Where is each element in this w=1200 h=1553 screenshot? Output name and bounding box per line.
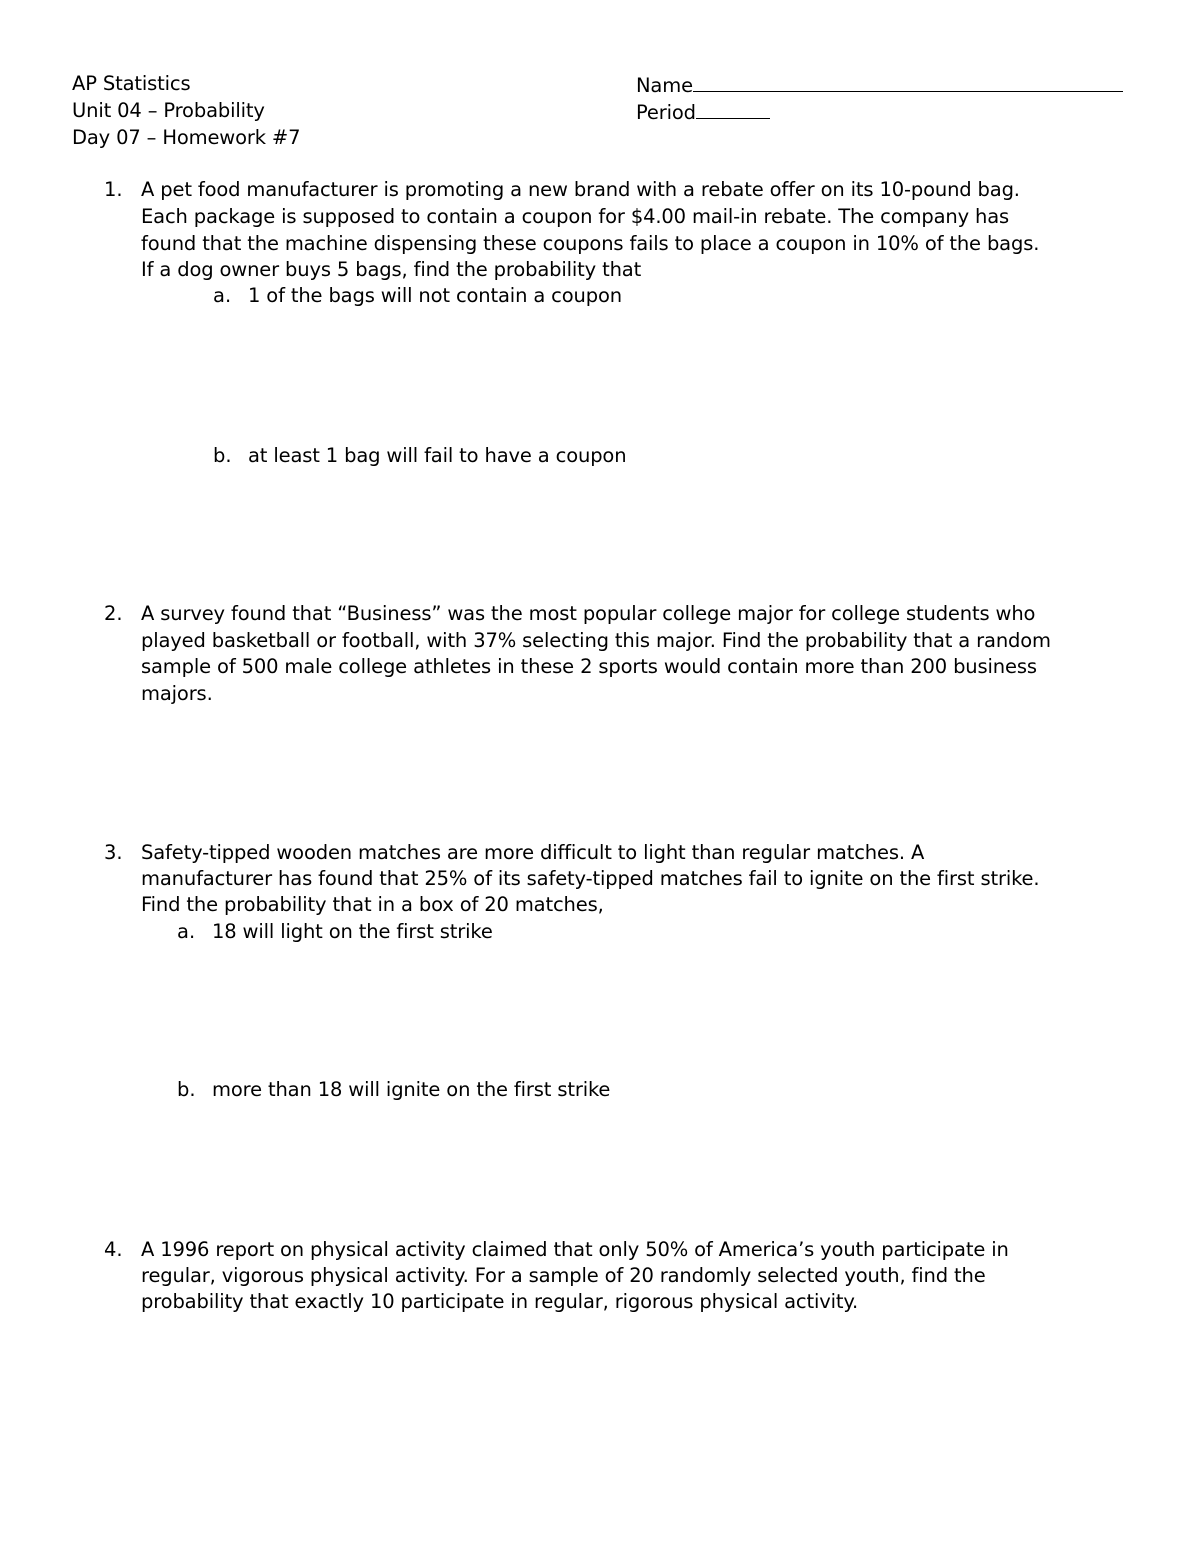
question-4-line-3: probability that exactly 10 participate in regular, rigorous physical activity. [141, 1290, 859, 1313]
question-2-line-1: A survey found that “Business” was the most popular college major for college students who [141, 602, 1036, 625]
course-title: AP Statistics [72, 72, 191, 95]
question-3-number: 3. [104, 841, 123, 864]
question-1-number: 1. [104, 178, 123, 201]
question-2-line-2: played basketball or football, with 37% selecting this major. Find the probability that a random [141, 629, 1051, 652]
question-3b-label: b. [177, 1078, 196, 1101]
day-title: Day 07 – Homework #7 [72, 126, 301, 149]
question-4-line-2: regular, vigorous physical activity. For a sample of 20 randomly selected youth, find the [141, 1264, 986, 1287]
question-2-line-3: sample of 500 male college athletes in these 2 sports would contain more than 200 business [141, 655, 1037, 678]
question-3-line-1: Safety-tipped wooden matches are more difficult to light than regular matches. A [141, 841, 925, 864]
question-1-line-1: A pet food manufacturer is promoting a new brand with a rebate offer on its 10-pound bag. [141, 178, 1020, 201]
question-3a-text: 18 will light on the first strike [212, 920, 493, 943]
question-1b-label: b. [213, 444, 232, 467]
name-blank-line[interactable] [693, 71, 1123, 92]
question-3a-label: a. [177, 920, 196, 943]
question-2-number: 2. [104, 602, 123, 625]
question-1-line-2: Each package is supposed to contain a coupon for $4.00 mail-in rebate. The company has [141, 205, 1010, 228]
question-1-line-3: found that the machine dispensing these coupons fails to place a coupon in 10% of the bags. [141, 232, 1040, 255]
name-field[interactable] [636, 71, 1123, 99]
unit-title: Unit 04 – Probability [72, 99, 265, 122]
question-3-line-3: Find the probability that in a box of 20 matches, [141, 893, 604, 916]
period-label: Period [636, 101, 696, 124]
period-field[interactable] [636, 98, 770, 126]
name-label: Name [636, 74, 693, 97]
question-4-line-1: A 1996 report on physical activity claimed that only 50% of America’s youth participate in [141, 1238, 1009, 1261]
question-2-line-4: majors. [141, 682, 213, 705]
question-1-line-4: If a dog owner buys 5 bags, find the probability that [141, 258, 642, 281]
question-1a-label: a. [213, 284, 232, 307]
question-1a-text: 1 of the bags will not contain a coupon [248, 284, 622, 307]
question-4-number: 4. [104, 1238, 123, 1261]
question-3-line-2: manufacturer has found that 25% of its safety-tipped matches fail to ignite on the first strike. [141, 867, 1040, 890]
period-blank-line[interactable] [696, 98, 770, 119]
question-1b-text: at least 1 bag will fail to have a coupon [248, 444, 627, 467]
question-3b-text: more than 18 will ignite on the first strike [212, 1078, 611, 1101]
